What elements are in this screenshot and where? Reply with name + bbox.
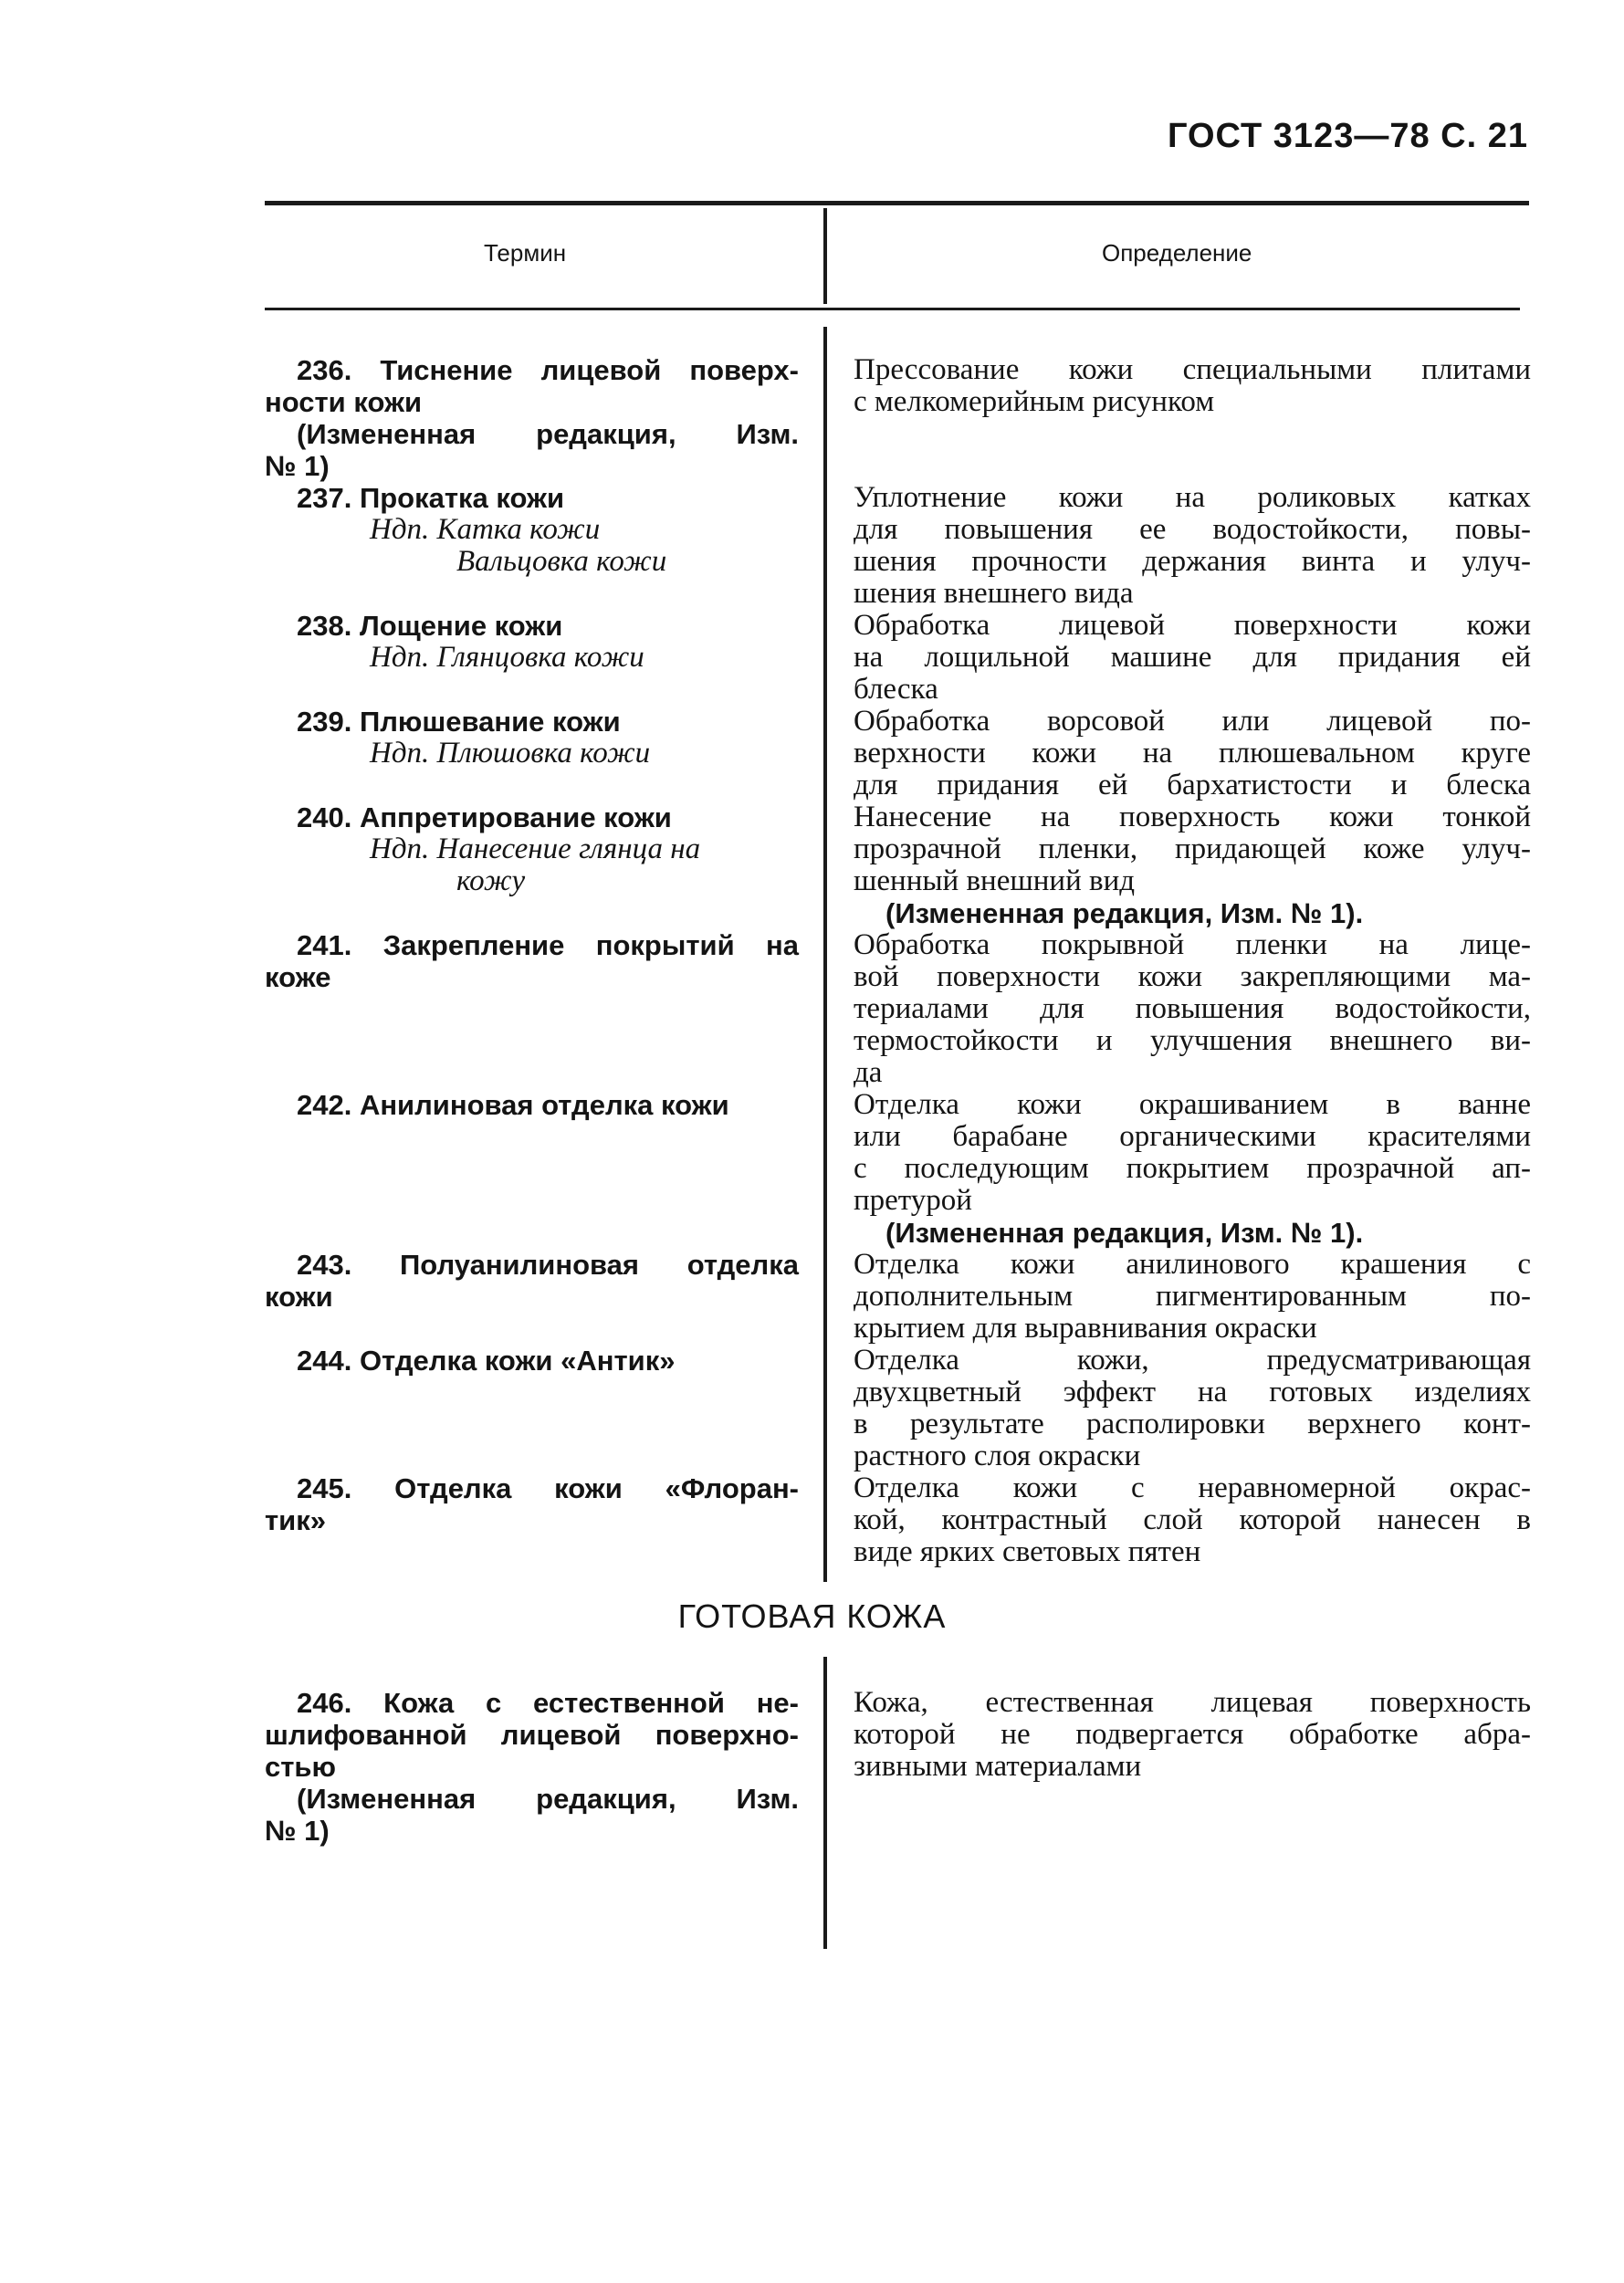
definition-236: Прессование кожи специальными плитами с мелкомерийным рисунком (854, 353, 1531, 418)
definition-246: Кожа, естественная лицевая поверхность которой не подвергается обработке абра- зивными материалами (854, 1686, 1531, 1783)
column-divider-header (823, 208, 827, 304)
term-236: 236. Тиснение лицевой поверх- ности кожи (Измененная редакция, Изм. № 1) (265, 354, 799, 482)
column-divider-section (823, 1657, 827, 1949)
definition-237: Уплотнение кожи на роликовых катках для повышения ее водостойкости, повы- шения прочности держания винта и улуч- шения внешнего вида (854, 481, 1531, 610)
table-top-rule (265, 201, 1529, 205)
column-header-definition: Определение (1102, 239, 1252, 267)
definition-242: Отделка кожи окрашиванием в ванне или барабане органическими красителями с последующим покрытием прозрачной ап- претурой (Измененная редакция, Изм. № 1). (854, 1088, 1531, 1249)
definition-241: Обработка покрывной пленки на лице- вой поверхности кожи закрепляющими ма- териалами для повышения водостойкости, термостойкости и улучшения внешнего ви- да (854, 928, 1531, 1089)
term-237: 237. Прокатка кожи Ндп. Катка кожи Вальцовка кожи (297, 482, 667, 578)
term-246: 246. Кожа с естественной не- шлифованной лицевой поверхно- стью (Измененная редакция, Изм. № 1) (265, 1687, 799, 1847)
definition-240: Нанесение на поверхность кожи тонкой прозрачной пленки, придающей коже улуч- шенный внешний вид (Измененная редакция, Изм. № 1). (854, 801, 1531, 929)
term-243: 243. Полуанилиновая отделка кожи (265, 1249, 799, 1313)
term-242: 242. Анилиновая отделка кожи (297, 1089, 729, 1121)
column-header-term: Термин (484, 239, 567, 267)
definition-243: Отделка кожи анилинового крашения с дополнительным пигментированным по- крытием для выравнивания окраски (854, 1248, 1531, 1345)
column-divider (823, 327, 827, 1582)
term-239: 239. Плюшевание кожи Ндп. Плюшовка кожи (297, 706, 651, 770)
term-244: 244. Отделка кожи «Антик» (297, 1345, 676, 1377)
definition-245: Отделка кожи с неравномерной окрас- кой, контрастный слой которой нанесен в виде ярких световых пятен (854, 1471, 1531, 1568)
definition-239: Обработка ворсовой или лицевой по- верхности кожи на плюшевальном круге для придания ей бархатистости и блеска (854, 705, 1531, 801)
section-title: ГОТОВАЯ КОЖА (677, 1597, 947, 1635)
page-header: ГОСТ 3123—78 С. 21 (1167, 117, 1528, 155)
term-241: 241. Закрепление покрытий на коже (265, 929, 799, 993)
term-245: 245. Отделка кожи «Флоран- тик» (265, 1472, 799, 1536)
definition-244: Отделка кожи, предусматривающая двухцветный эффект на готовых изделиях в результате располировки верхнего конт- растного слоя окраски (854, 1344, 1531, 1472)
term-240: 240. Аппретирование кожи Ндп. Нанесение глянца на кожу (297, 801, 701, 897)
definition-238: Обработка лицевой поверхности кожи на лощильной машине для придания ей блеска (854, 609, 1531, 706)
header-bottom-rule (265, 308, 1520, 310)
term-238: 238. Лощение кожи Ндп. Глянцовка кожи (297, 610, 644, 674)
